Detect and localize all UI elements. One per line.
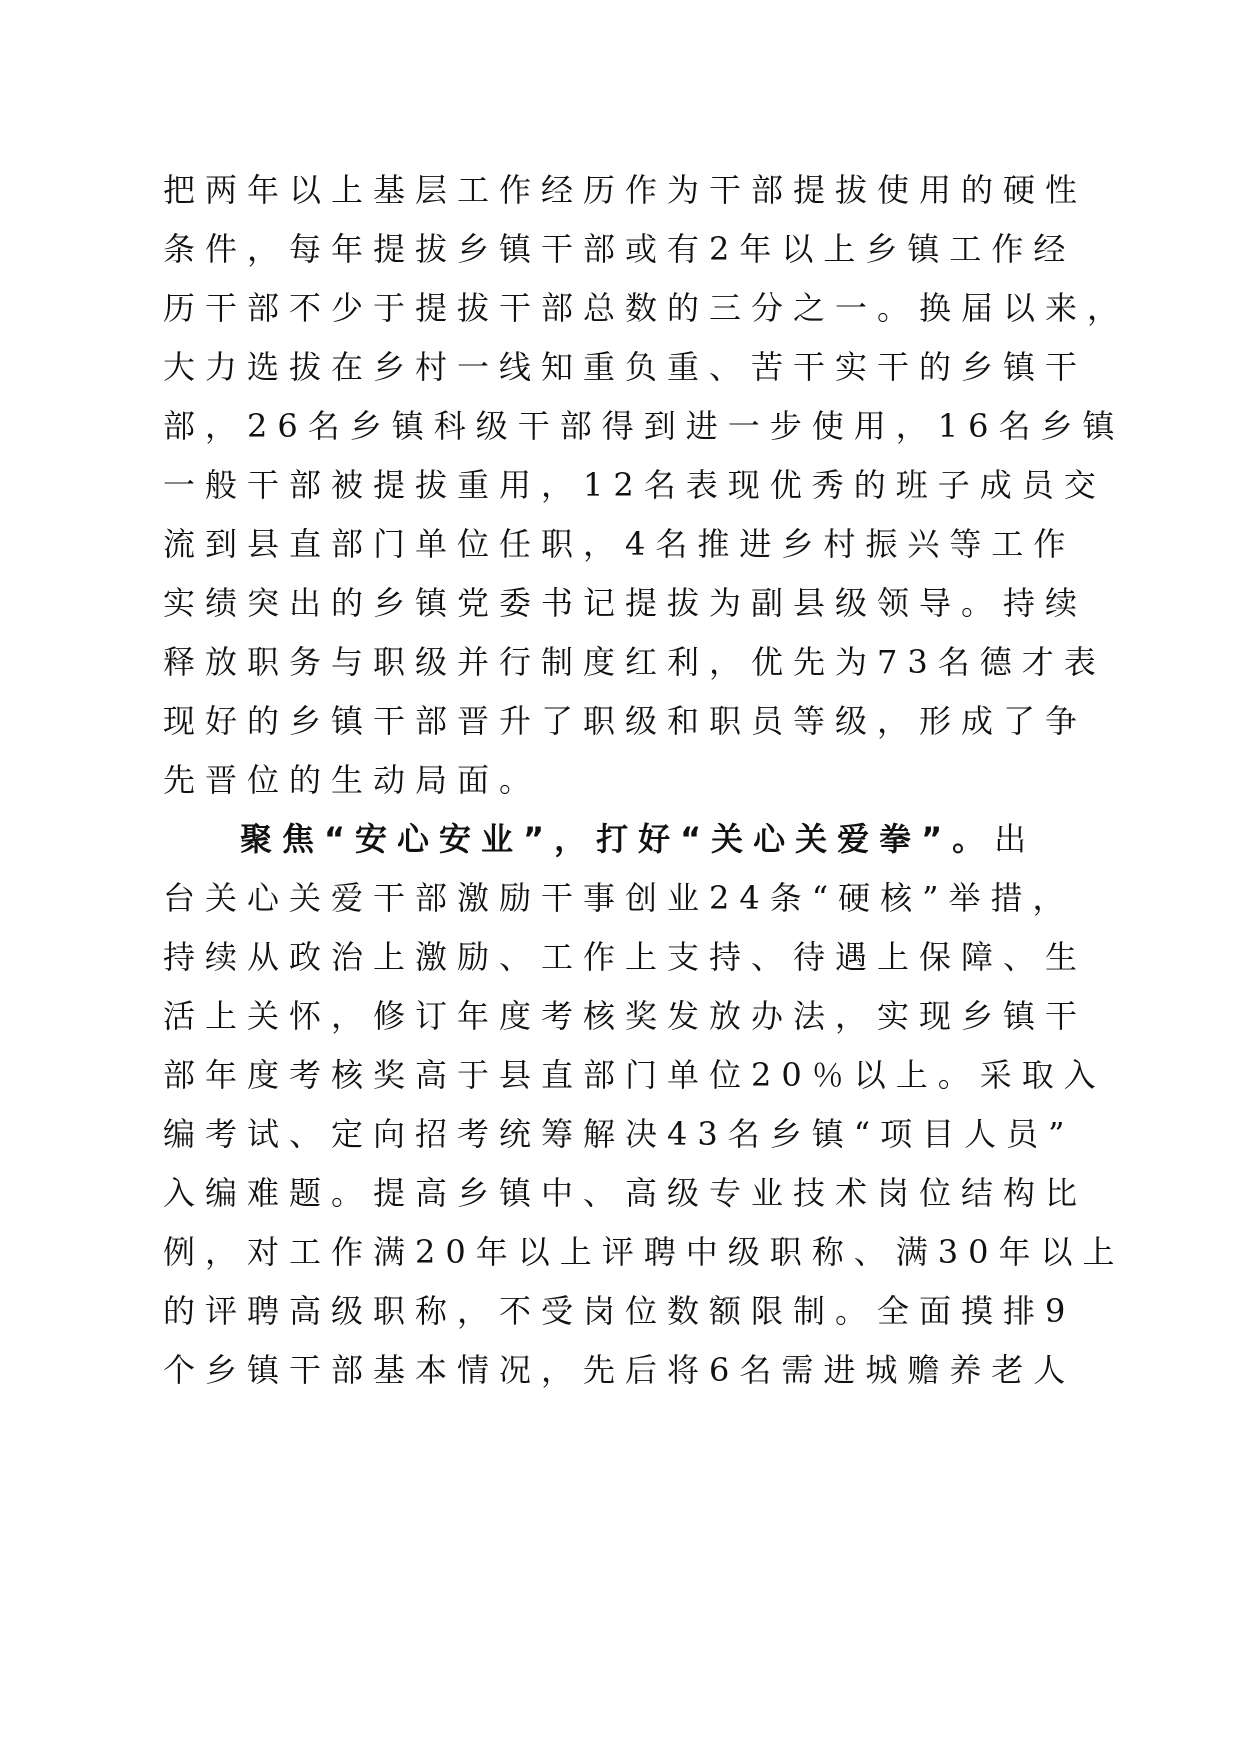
text-line-14: 活上关怀，修订年度考核奖发放办法，实现乡镇干 xyxy=(163,997,1088,1035)
text-line-1: 把两年以上基层工作经历作为干部提拔使用的硬性 xyxy=(163,171,1088,209)
text-line-19: 的评聘高级职称，不受岗位数额限制。全面摸排9 xyxy=(163,1292,1076,1330)
text-line-8: 实绩突出的乡镇党委书记提拔为副县级领导。持续 xyxy=(163,584,1088,622)
section-heading-line xyxy=(240,819,1063,859)
text-line-10: 现好的乡镇干部晋升了职级和职员等级，形成了争 xyxy=(163,702,1088,740)
section-heading: 聚焦“安心安业”，打好“关心关爱拳”。 xyxy=(240,820,995,858)
text-line-15: 部年度考核奖高于县直部门单位20％以上。采取入 xyxy=(163,1056,1106,1094)
text-line-6: 一般干部被提拔重用，12名表现优秀的班子成员交 xyxy=(163,466,1106,504)
text-line-4: 大力选拔在乡村一线知重负重、苦干实干的乡镇干 xyxy=(163,348,1088,386)
text-line-9: 释放职务与职级并行制度红利，优先为73名德才表 xyxy=(163,643,1106,681)
text-line-13: 持续从政治上激励、工作上支持、待遇上保障、生 xyxy=(163,938,1088,976)
text-line-11: 先晋位的生动局面。 xyxy=(163,761,542,799)
text-line-20: 个乡镇干部基本情况，先后将6名需进城赡养老人 xyxy=(163,1351,1076,1389)
text-line-2: 条件，每年提拔乡镇干部或有2年以上乡镇工作经 xyxy=(163,230,1076,268)
text-line-18: 例，对工作满20年以上评聘中级职称、满30年以上 xyxy=(163,1233,1125,1271)
heading-continuation: 出 xyxy=(994,820,1037,858)
text-line-5: 部，26名乡镇科级干部得到进一步使用，16名乡镇 xyxy=(163,407,1125,445)
text-line-3: 历干部不少于提拔干部总数的三分之一。换届以来， xyxy=(163,289,1130,327)
text-line-17: 入编难题。提高乡镇中、高级专业技术岗位结构比 xyxy=(163,1174,1088,1212)
text-line-7: 流到县直部门单位任职，4名推进乡村振兴等工作 xyxy=(163,525,1076,563)
text-line-12: 台关心关爱干部激励干事创业24条“硬核”举措， xyxy=(163,879,1075,917)
text-line-16: 编考试、定向招考统筹解决43名乡镇“项目人员” xyxy=(163,1115,1075,1153)
